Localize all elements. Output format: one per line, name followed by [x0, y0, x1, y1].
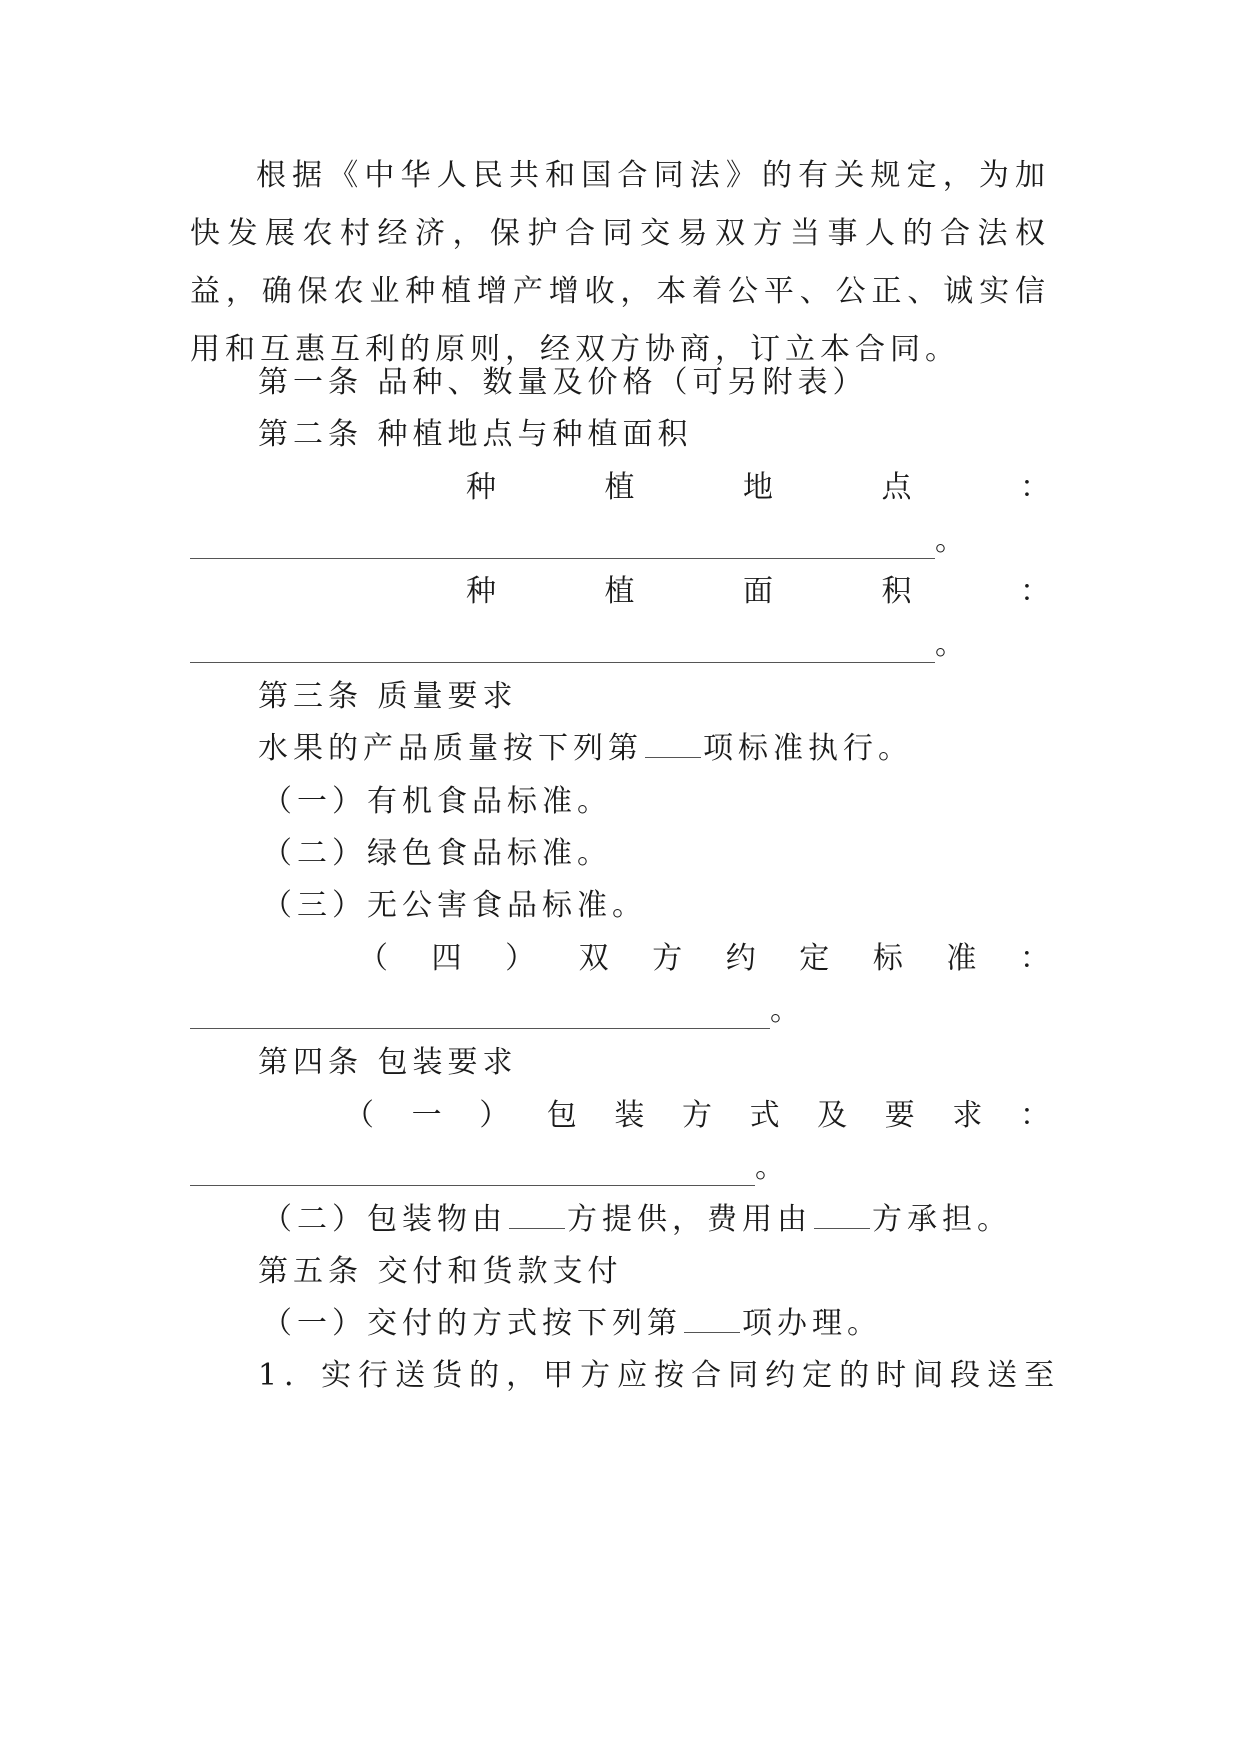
label-char: 式: [749, 1098, 780, 1133]
article-1-heading: 第一条 品种、数量及价格（可另附表）: [258, 365, 868, 400]
fill-line[interactable]: [190, 1010, 770, 1029]
period: 。: [770, 993, 800, 1028]
label-char: 四: [431, 941, 462, 976]
label-char: 包: [546, 1098, 577, 1133]
label-char: 种: [466, 470, 496, 505]
label-char: 面: [743, 574, 773, 609]
quality-text: 水果的产品质量按下列第: [258, 731, 643, 766]
delivery-text: 项办理。: [742, 1306, 882, 1341]
label-char: ：: [1019, 941, 1050, 976]
delivery-item-1: 1．实行送货的，甲方应按合同约定的时间段送至: [258, 1358, 1062, 1393]
standard-3: （三）无公害食品标准。: [262, 888, 647, 923]
label-char: 定: [799, 941, 830, 976]
quality-standard-line: [258, 723, 913, 767]
packaging-cost-blank[interactable]: [814, 1202, 870, 1229]
article-2-heading: 第二条 种植地点与种植面积: [258, 417, 693, 452]
planting-location-field[interactable]: [190, 515, 965, 559]
label-char: 求: [952, 1098, 983, 1133]
fill-line[interactable]: [190, 1167, 755, 1186]
label-char: 植: [604, 574, 635, 609]
standard-4-label: [190, 933, 1050, 977]
packaging-text: 方承担。: [872, 1202, 1012, 1237]
label-char: 准: [946, 941, 977, 976]
packaging-text: （二）包装物由: [262, 1202, 507, 1237]
label-char: 种: [466, 574, 496, 609]
period: 。: [755, 1150, 785, 1185]
label-char: 积: [881, 574, 912, 609]
label-char: 方: [681, 1098, 712, 1133]
label-char: 方: [652, 941, 683, 976]
quality-text: 项标准执行。: [703, 731, 913, 766]
period: 。: [935, 627, 965, 662]
label-char: 标: [872, 941, 903, 976]
label-char: ）: [505, 941, 536, 976]
quality-blank[interactable]: [645, 731, 701, 758]
planting-area-label: [190, 566, 1050, 610]
label-char: 装: [614, 1098, 645, 1133]
label-char: 地: [743, 470, 773, 505]
packaging-method-field[interactable]: [190, 1142, 785, 1186]
article-4-heading: 第四条 包装要求: [258, 1045, 518, 1080]
label-char: 一: [411, 1098, 442, 1133]
label-char: 约: [725, 941, 756, 976]
delivery-method-line: [262, 1298, 882, 1342]
standard-1: （一）有机食品标准。: [262, 784, 612, 819]
packaging-text: 方提供，费用由: [567, 1202, 812, 1237]
label-char: ：: [1020, 470, 1050, 505]
label-char: ：: [1019, 1098, 1050, 1133]
delivery-method-blank[interactable]: [684, 1306, 740, 1333]
label-char: 要: [884, 1098, 915, 1133]
fill-line[interactable]: [190, 540, 935, 559]
fill-line[interactable]: [190, 644, 935, 663]
planting-area-field[interactable]: [190, 619, 965, 663]
packaging-provider-blank[interactable]: [509, 1202, 565, 1229]
standard-2: （二）绿色食品标准。: [262, 836, 612, 871]
packaging-method-label: [190, 1090, 1050, 1134]
article-3-heading: 第三条 质量要求: [258, 679, 518, 714]
label-char: （: [358, 941, 388, 976]
label-char: 点: [881, 470, 912, 505]
delivery-text: （一）交付的方式按下列第: [262, 1306, 682, 1341]
label-char: ：: [1020, 574, 1050, 609]
label-char: （: [344, 1098, 374, 1133]
label-char: ）: [479, 1098, 510, 1133]
planting-location-label: [190, 462, 1050, 506]
period: 。: [935, 523, 965, 558]
label-char: 及: [817, 1098, 848, 1133]
article-5-heading: 第五条 交付和货款支付: [258, 1254, 623, 1289]
label-char: 双: [578, 941, 609, 976]
intro-paragraph: 根据《中华人民共和国合同法》的有关规定，为加快发展农村经济，保护合同交易双方当事人的合法权益，确保农业种植增产增收，本着公平、公正、诚实信用和互惠互利的原则，经双方协商，订立本合同。: [190, 158, 1050, 367]
packaging-provider-line: [262, 1194, 1012, 1238]
label-char: 植: [604, 470, 635, 505]
standard-4-field[interactable]: [190, 985, 800, 1029]
